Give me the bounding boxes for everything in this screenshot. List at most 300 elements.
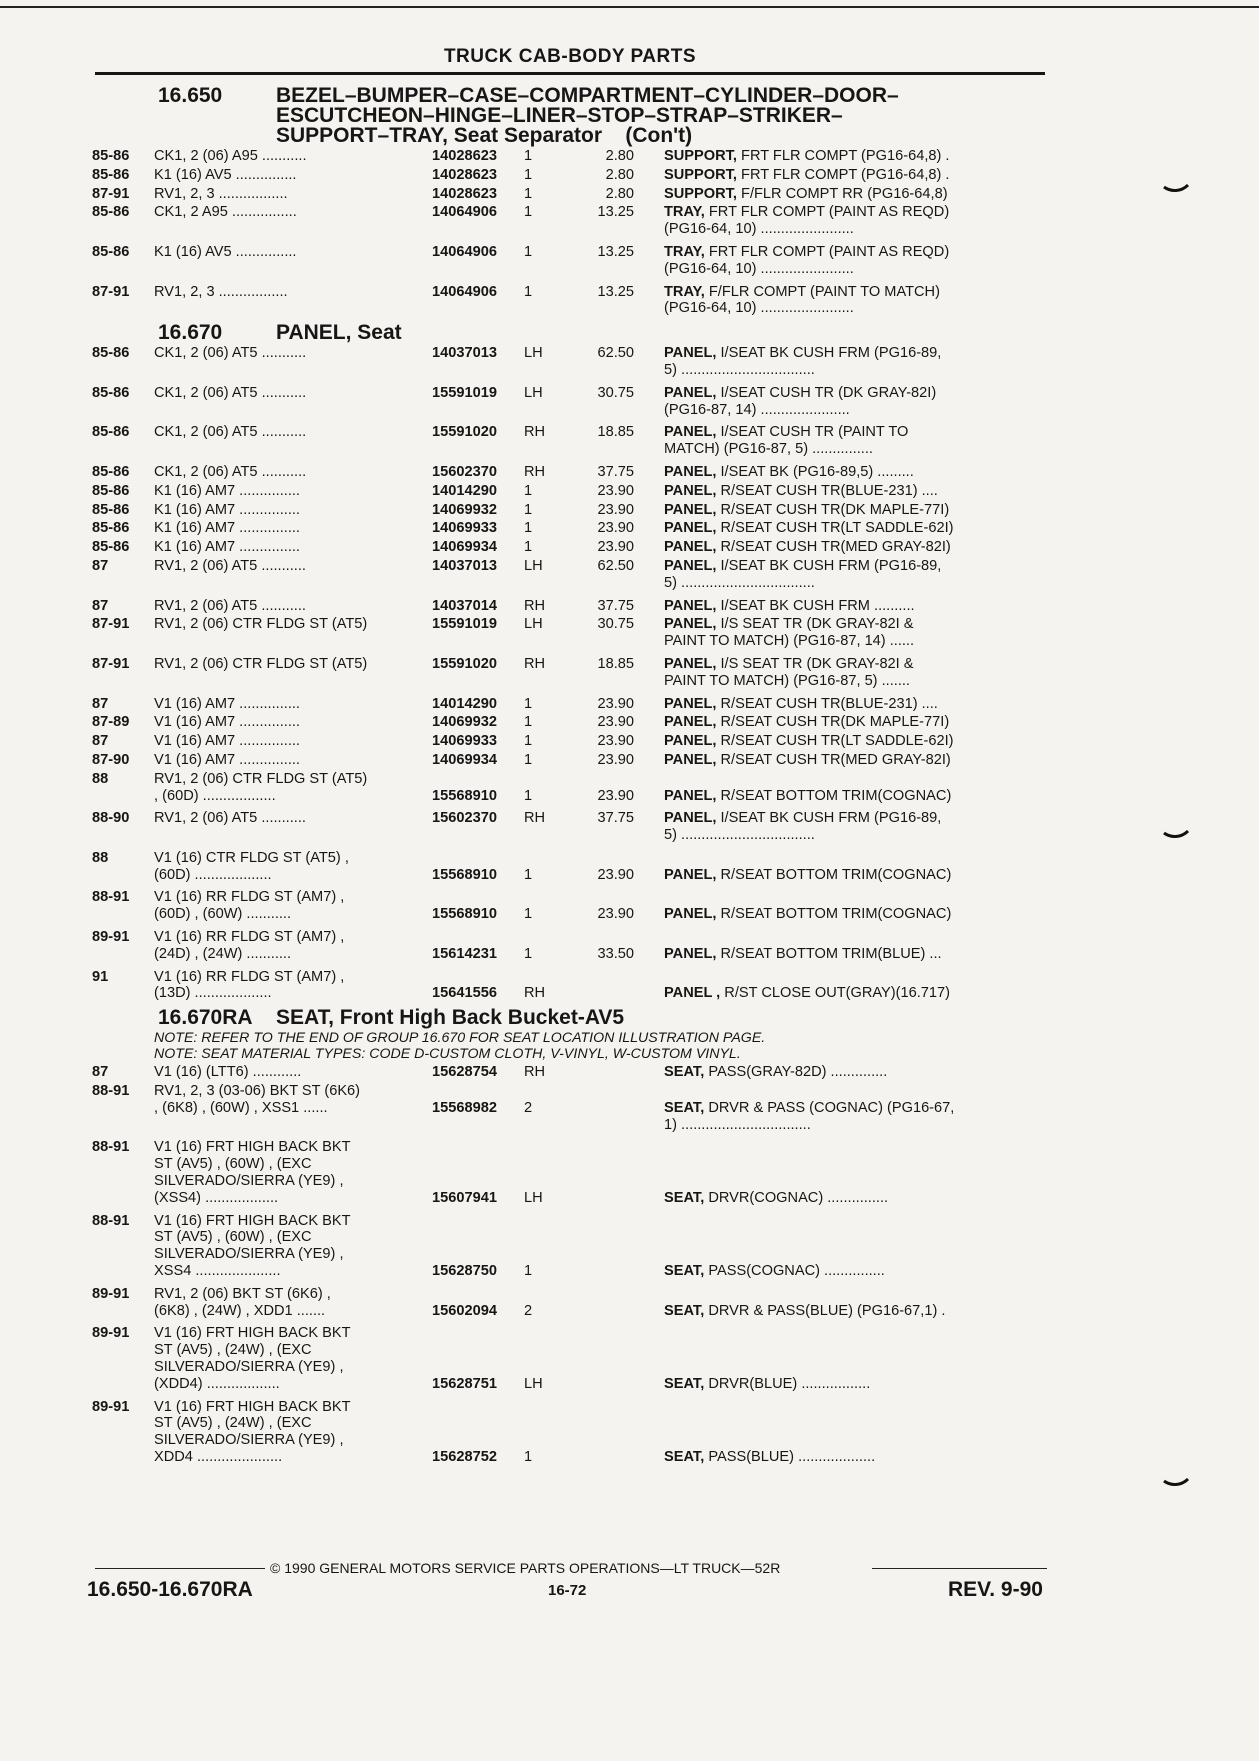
model-year: 85-86: [92, 463, 130, 480]
table-row: [92, 1064, 1052, 1081]
table-row: [92, 558, 1052, 592]
parts-listing: [92, 82, 1052, 1472]
table-row: [92, 345, 1052, 379]
group-title: SEAT, Front High Back Bucket-AV5: [276, 1006, 625, 1030]
table-row: [92, 1213, 1052, 1280]
quantity: 1: [524, 751, 533, 768]
part-description-text: R/SEAT CUSH TR(MED GRAY-82I): [716, 751, 951, 768]
part-description-text: PASS(COGNAC) ...............: [704, 1263, 885, 1280]
model-description: V1 (16) AM7 ...............: [154, 714, 300, 731]
part-description-text: I/SEAT BK (PG16-89,5) .........: [716, 463, 914, 480]
parts-table-650: [92, 148, 1052, 317]
model-year: 85-86: [92, 424, 130, 441]
part-number: 15628751: [432, 1375, 497, 1392]
price: 37.75: [597, 810, 634, 827]
part-keyword: PANEL,: [664, 751, 717, 768]
quantity: 1: [524, 539, 533, 556]
part-keyword: PANEL,: [664, 384, 717, 401]
price: 23.90: [597, 751, 634, 768]
part-number: 15602370: [432, 810, 497, 827]
table-row: [92, 810, 1052, 844]
quantity: RH: [524, 463, 546, 480]
price: 2.80: [605, 148, 634, 164]
model-year: 88-91: [92, 889, 130, 906]
price: 37.75: [597, 597, 634, 614]
model-description: RV1, 2 (06) CTR FLDG ST (AT5): [154, 655, 368, 672]
model-year: 85-86: [92, 148, 130, 164]
group-heading: [92, 1008, 1052, 1028]
part-number: 14069934: [432, 751, 497, 768]
part-description: [634, 284, 1052, 318]
part-number: 15568910: [432, 906, 497, 923]
part-keyword: PANEL,: [664, 424, 717, 441]
part-description: [634, 656, 1052, 690]
table-row: [92, 167, 1052, 184]
quantity: 1: [524, 482, 533, 499]
quantity: 1: [524, 185, 533, 202]
model-description: V1 (16) AM7 ...............: [154, 733, 300, 750]
quantity: LH: [524, 616, 543, 633]
model-year: 85-86: [92, 520, 130, 537]
part-number: 15591019: [432, 616, 497, 633]
quantity: RH: [524, 655, 546, 672]
quantity: 1: [524, 1263, 533, 1280]
part-number: 14069933: [432, 520, 497, 537]
quantity: 1: [524, 283, 533, 300]
model-description: K1 (16) AM7 ...............: [154, 482, 300, 499]
table-row: [92, 520, 1052, 537]
model-description: V1 (16) FRT HIGH BACK BKT ST (AV5) , (60W) , (EXC SILVERADO/SIERRA (YE9) , (XSS4) ..................: [154, 1139, 351, 1206]
table-row: [92, 969, 1052, 1003]
price: 23.90: [597, 520, 634, 537]
part-keyword: PANEL,: [664, 557, 717, 574]
group-heading: [92, 86, 1052, 146]
check-mark-icon: [1163, 1478, 1189, 1488]
part-description-text: DRVR(BLUE) .................: [704, 1375, 871, 1392]
table-row: [92, 656, 1052, 690]
table-row: [92, 929, 1052, 963]
part-number: 14064906: [432, 243, 497, 260]
quantity: 1: [524, 945, 533, 962]
price: 23.90: [597, 482, 634, 499]
part-description: [634, 502, 1052, 519]
table-row: [92, 502, 1052, 519]
group-number: 16.670RA: [158, 1006, 253, 1030]
part-keyword: PANEL,: [664, 501, 717, 518]
model-year: 85-86: [92, 501, 130, 518]
quantity: 1: [524, 866, 533, 883]
quantity: 1: [524, 501, 533, 518]
part-description: [634, 1399, 1052, 1466]
part-description: [634, 483, 1052, 500]
part-description: [634, 558, 1052, 592]
table-row: [92, 464, 1052, 481]
model-year: 88-90: [92, 810, 130, 827]
quantity: RH: [524, 424, 546, 441]
table-row: [92, 1139, 1052, 1206]
group-title: PANEL, Seat: [276, 321, 402, 345]
quantity: 1: [524, 204, 533, 221]
price: 62.50: [597, 345, 634, 362]
part-description-text: R/ST CLOSE OUT(GRAY)(16.717): [720, 985, 951, 1002]
part-number: 14014290: [432, 695, 497, 712]
price: 23.90: [597, 787, 634, 804]
quantity: 2: [524, 1302, 533, 1319]
model-description: RV1, 2 (06) CTR FLDG ST (AT5) , (60D) ..................: [154, 770, 368, 804]
part-keyword: SUPPORT,: [664, 166, 737, 183]
quantity: RH: [524, 597, 546, 614]
model-year: 87-89: [92, 714, 130, 731]
part-number: 14037014: [432, 597, 497, 614]
part-keyword: PANEL,: [664, 695, 717, 712]
part-number: 14069934: [432, 539, 497, 556]
part-keyword: PANEL,: [664, 616, 717, 633]
note-line: NOTE: SEAT MATERIAL TYPES: CODE D-CUSTOM CLOTH, V-VINYL, W-CUSTOM VINYL.: [154, 1046, 741, 1063]
part-description-text: R/SEAT CUSH TR(LT SADDLE-62I): [716, 733, 954, 750]
part-number: 15591020: [432, 655, 497, 672]
part-description: [634, 520, 1052, 537]
quantity: 1: [524, 520, 533, 537]
part-description-text: R/SEAT BOTTOM TRIM(COGNAC): [716, 906, 952, 923]
copyright-line: © 1990 GENERAL MOTORS SERVICE PARTS OPERATIONS—LT TRUCK—52R: [270, 1560, 781, 1576]
price: 23.90: [597, 714, 634, 731]
part-number: 15568910: [432, 787, 497, 804]
quantity: 1: [524, 787, 533, 804]
model-year: 87: [92, 597, 109, 614]
part-keyword: TRAY,: [664, 243, 705, 260]
model-year: 85-86: [92, 384, 130, 401]
model-description: CK1, 2 (06) AT5 ...........: [154, 424, 307, 441]
group-range: 16.650-16.670RA: [87, 1578, 253, 1601]
part-description-text: I/S SEAT TR (DK GRAY-82I & PAINT TO MATCH) (PG16-87, 5) .......: [664, 655, 914, 689]
quantity: RH: [524, 810, 546, 827]
notes: [92, 1030, 1052, 1062]
part-description: [634, 889, 1052, 923]
model-description: CK1, 2 (06) AT5 ...........: [154, 384, 307, 401]
model-description: RV1, 2 (06) AT5 ...........: [154, 557, 306, 574]
part-description-text: DRVR & PASS (COGNAC) (PG16-67, 1) ................................: [664, 1099, 955, 1133]
part-description: [634, 929, 1052, 963]
model-description: RV1, 2, 3 .................: [154, 185, 288, 202]
part-description: [634, 1325, 1052, 1392]
part-description-text: I/SEAT BK CUSH FRM (PG16-89, 5) .................................: [664, 557, 942, 591]
model-description: V1 (16) RR FLDG ST (AM7) , (13D) ...................: [154, 968, 345, 1002]
model-year: 87-91: [92, 283, 130, 300]
part-description-text: I/SEAT BK CUSH FRM (PG16-89, 5) .................................: [664, 810, 942, 844]
model-description: K1 (16) AM7 ...............: [154, 539, 300, 556]
price: 23.90: [597, 866, 634, 883]
quantity: 1: [524, 243, 533, 260]
model-year: 85-86: [92, 204, 130, 221]
part-description: [634, 714, 1052, 731]
part-number: 15602370: [432, 463, 497, 480]
check-mark-icon: [1163, 184, 1189, 194]
page-number: 16-72: [548, 1582, 587, 1599]
part-description-text: R/SEAT BOTTOM TRIM(COGNAC): [716, 866, 952, 883]
table-row: [92, 1083, 1052, 1133]
model-description: V1 (16) RR FLDG ST (AM7) , (24D) , (24W) ...........: [154, 929, 345, 962]
part-description-text: R/SEAT CUSH TR(LT SADDLE-62I): [716, 520, 954, 537]
part-number: 15568910: [432, 866, 497, 883]
part-description-text: I/SEAT CUSH TR (DK GRAY-82I) (PG16-87, 14) ......................: [664, 384, 937, 418]
part-description-text: I/SEAT BK CUSH FRM (PG16-89, 5) .................................: [664, 345, 942, 378]
footer-rule: [872, 1568, 1047, 1569]
table-row: [92, 850, 1052, 884]
part-number: 14028623: [432, 166, 497, 183]
table-row: [92, 733, 1052, 750]
part-keyword: PANEL,: [664, 866, 717, 883]
part-description-text: R/SEAT CUSH TR(DK MAPLE-77I): [716, 714, 950, 731]
part-number: 14064906: [432, 283, 497, 300]
part-keyword: PANEL,: [664, 810, 717, 827]
model-description: V1 (16) FRT HIGH BACK BKT ST (AV5) , (60W) , (EXC SILVERADO/SIERRA (YE9) , XSS4 .....................: [154, 1212, 351, 1280]
part-keyword: PANEL,: [664, 463, 717, 480]
table-row: [92, 483, 1052, 500]
quantity: 1: [524, 733, 533, 750]
quantity: LH: [524, 1189, 543, 1206]
part-keyword: TRAY,: [664, 204, 705, 221]
model-description: RV1, 2, 3 (03-06) BKT ST (6K6) , (6K8) , (60W) , XSS1 ......: [154, 1083, 361, 1116]
price: 13.25: [597, 204, 634, 221]
part-keyword: SEAT,: [664, 1449, 705, 1465]
part-description: [634, 345, 1052, 379]
price: 33.50: [597, 945, 634, 962]
group-heading: [92, 323, 1052, 343]
part-keyword: PANEL,: [664, 539, 717, 556]
part-keyword: TRAY,: [664, 283, 705, 300]
price: 37.75: [597, 463, 634, 480]
part-keyword: PANEL,: [664, 520, 717, 537]
part-description-text: R/SEAT CUSH TR(BLUE-231) ....: [716, 695, 938, 712]
part-number: 14037013: [432, 345, 497, 362]
part-keyword: PANEL,: [664, 906, 717, 923]
quantity: 1: [524, 695, 533, 712]
part-description-text: R/SEAT BOTTOM TRIM(COGNAC): [716, 787, 952, 804]
quantity: LH: [524, 557, 543, 574]
part-description: [634, 696, 1052, 713]
header-rule: [95, 72, 1045, 75]
part-description-text: R/SEAT CUSH TR(MED GRAY-82I): [716, 539, 951, 556]
model-year: 85-86: [92, 539, 130, 556]
model-description: RV1, 2 (06) AT5 ...........: [154, 597, 306, 614]
model-description: RV1, 2 (06) CTR FLDG ST (AT5): [154, 616, 368, 633]
model-year: 88: [92, 770, 109, 787]
table-row: [92, 148, 1052, 165]
table-row: [92, 244, 1052, 278]
part-description: [634, 771, 1052, 805]
part-description: [634, 969, 1052, 1003]
model-year: 89-91: [92, 1325, 130, 1342]
note-line: NOTE: REFER TO THE END OF GROUP 16.670 FOR SEAT LOCATION ILLUSTRATION PAGE.: [154, 1030, 766, 1047]
part-number: 15602094: [432, 1302, 497, 1319]
model-description: K1 (16) AV5 ...............: [154, 166, 297, 183]
part-description-text: FRT FLR COMPT (PG16-64,8) .: [736, 148, 950, 164]
part-keyword: SUPPORT,: [664, 185, 737, 202]
model-description: K1 (16) AV5 ...............: [154, 243, 297, 260]
price: 30.75: [597, 616, 634, 633]
table-row: [92, 385, 1052, 419]
model-description: V1 (16) RR FLDG ST (AM7) , (60D) , (60W) ...........: [154, 889, 345, 923]
model-year: 87: [92, 733, 109, 750]
part-description-text: I/S SEAT TR (DK GRAY-82I & PAINT TO MATCH) (PG16-87, 14) ......: [664, 616, 915, 650]
part-description-text: FRT FLR COMPT (PAINT AS REQD) (PG16-64, 10) .......................: [664, 243, 950, 277]
quantity: RH: [524, 1064, 546, 1081]
model-description: CK1, 2 (06) AT5 ...........: [154, 345, 307, 362]
part-number: 15628754: [432, 1064, 497, 1081]
part-description: [634, 616, 1052, 650]
part-keyword: PANEL,: [664, 945, 717, 962]
part-number: 14028623: [432, 148, 497, 164]
price: 62.50: [597, 557, 634, 574]
table-row: [92, 696, 1052, 713]
price: 18.85: [597, 424, 634, 441]
part-description: [634, 148, 1052, 165]
model-description: K1 (16) AM7 ...............: [154, 520, 300, 537]
part-description-text: PASS(GRAY-82D) ..............: [704, 1064, 888, 1081]
model-year: 87-90: [92, 751, 130, 768]
model-description: V1 (16) AM7 ...............: [154, 751, 300, 768]
price: 23.90: [597, 733, 634, 750]
table-row: [92, 284, 1052, 318]
part-keyword: PANEL,: [664, 787, 717, 804]
part-description: [634, 1139, 1052, 1206]
group-title: BEZEL–BUMPER–CASE–COMPARTMENT–CYLINDER–DOOR– ESCUTCHEON–HINGE–LINER–STOP–STRAP–STRIKER– SUPPORT–TRAY, Seat Separator (Con't): [276, 84, 899, 147]
part-description-text: PASS(BLUE) ...................: [704, 1449, 876, 1465]
part-description: [634, 1064, 1052, 1081]
page-title: TRUCK CAB-BODY PARTS: [443, 46, 697, 67]
table-row: [92, 1325, 1052, 1392]
model-year: 89-91: [92, 1285, 130, 1302]
quantity: 1: [524, 166, 533, 183]
table-row: [92, 204, 1052, 238]
part-number: 14069932: [432, 714, 497, 731]
table-row: [92, 424, 1052, 458]
part-description-text: FRT FLR COMPT (PG16-64,8) .: [736, 166, 950, 183]
part-keyword: SEAT,: [664, 1375, 705, 1392]
group-number: 16.670: [158, 321, 223, 345]
part-description: [634, 598, 1052, 615]
part-description: [634, 733, 1052, 750]
model-description: V1 (16) CTR FLDG ST (AT5) , (60D) ...................: [154, 849, 349, 883]
table-row: [92, 1399, 1052, 1466]
model-year: 87: [92, 1064, 109, 1081]
quantity: RH: [524, 985, 546, 1002]
part-keyword: SUPPORT,: [664, 148, 737, 164]
top-border-rule: [0, 6, 1259, 8]
part-description: [634, 850, 1052, 884]
model-year: 89-91: [92, 1398, 130, 1415]
parts-table-670ra: [92, 1064, 1052, 1466]
quantity: 1: [524, 906, 533, 923]
model-description: CK1, 2 (06) AT5 ...........: [154, 463, 307, 480]
part-number: 14069932: [432, 501, 497, 518]
part-number: 14064906: [432, 204, 497, 221]
part-number: 14028623: [432, 185, 497, 202]
part-keyword: PANEL,: [664, 714, 717, 731]
table-row: [92, 889, 1052, 923]
model-year: 89-91: [92, 929, 130, 946]
quantity: 1: [524, 714, 533, 731]
price: 13.25: [597, 283, 634, 300]
model-description: RV1, 2 (06) BKT ST (6K6) , (6K8) , (24W) , XDD1 .......: [154, 1285, 331, 1319]
part-description-text: FRT FLR COMPT (PAINT AS REQD) (PG16-64, 10) .......................: [664, 204, 950, 238]
model-description: V1 (16) AM7 ...............: [154, 695, 300, 712]
model-year: 88: [92, 849, 109, 866]
model-year: 85-86: [92, 482, 130, 499]
part-keyword: PANEL,: [664, 482, 717, 499]
quantity: LH: [524, 345, 543, 362]
part-description: [634, 167, 1052, 184]
part-description: [634, 1083, 1052, 1133]
model-year: 87-91: [92, 616, 130, 633]
model-description: K1 (16) AM7 ...............: [154, 501, 300, 518]
price: 23.90: [597, 501, 634, 518]
model-description: V1 (16) (LTT6) ............: [154, 1064, 302, 1081]
model-year: 85-86: [92, 345, 130, 362]
part-number: 15591019: [432, 384, 497, 401]
part-keyword: SEAT,: [664, 1099, 705, 1116]
table-row: [92, 714, 1052, 731]
table-row: [92, 771, 1052, 805]
price: 2.80: [605, 185, 634, 202]
model-year: 88-91: [92, 1212, 130, 1229]
model-description: V1 (16) FRT HIGH BACK BKT ST (AV5) , (24W) , (EXC SILVERADO/SIERRA (YE9) , XDD4 .....................: [154, 1398, 351, 1465]
model-description: CK1, 2 (06) A95 ...........: [154, 148, 307, 164]
price: 23.90: [597, 906, 634, 923]
price: 23.90: [597, 695, 634, 712]
part-description-text: R/SEAT CUSH TR(BLUE-231) ....: [716, 482, 938, 499]
part-description: [634, 385, 1052, 419]
part-description: [634, 810, 1052, 844]
part-number: 15568982: [432, 1099, 497, 1116]
part-keyword: PANEL,: [664, 655, 717, 672]
price: 2.80: [605, 166, 634, 183]
footer-rule: [95, 1568, 265, 1569]
quantity: 1: [524, 1449, 533, 1465]
part-keyword: PANEL ,: [664, 985, 721, 1002]
model-description: V1 (16) FRT HIGH BACK BKT ST (AV5) , (24W) , (EXC SILVERADO/SIERRA (YE9) , (XDD4) ..................: [154, 1325, 351, 1392]
part-keyword: PANEL,: [664, 345, 717, 362]
part-description: [634, 244, 1052, 278]
part-description-text: DRVR & PASS(BLUE) (PG16-67,1) .: [704, 1302, 946, 1319]
part-description-text: DRVR(COGNAC) ...............: [704, 1189, 889, 1206]
part-keyword: SEAT,: [664, 1064, 705, 1081]
part-description-text: F/FLR COMPT RR (PG16-64,8): [736, 185, 948, 202]
revision: REV. 9-90: [948, 1578, 1043, 1601]
check-mark-icon: [1163, 830, 1189, 840]
model-year: 87: [92, 695, 109, 712]
part-description-text: R/SEAT BOTTOM TRIM(BLUE) ...: [716, 945, 942, 962]
table-row: [92, 752, 1052, 769]
table-row: [92, 1286, 1052, 1320]
part-number: 14037013: [432, 557, 497, 574]
part-description: [634, 1213, 1052, 1280]
part-description: [634, 752, 1052, 769]
part-keyword: SEAT,: [664, 1302, 705, 1319]
model-year: 87: [92, 557, 109, 574]
model-year: 88-91: [92, 1139, 130, 1156]
model-year: 85-86: [92, 166, 130, 183]
part-number: 15591020: [432, 424, 497, 441]
part-number: 15641556: [432, 985, 497, 1002]
model-description: RV1, 2 (06) AT5 ...........: [154, 810, 306, 827]
part-number: 15614231: [432, 945, 497, 962]
part-number: 15628750: [432, 1263, 497, 1280]
quantity: 2: [524, 1099, 533, 1116]
group-number: 16.650: [158, 84, 223, 107]
model-year: 88-91: [92, 1083, 130, 1100]
part-number: 14069933: [432, 733, 497, 750]
